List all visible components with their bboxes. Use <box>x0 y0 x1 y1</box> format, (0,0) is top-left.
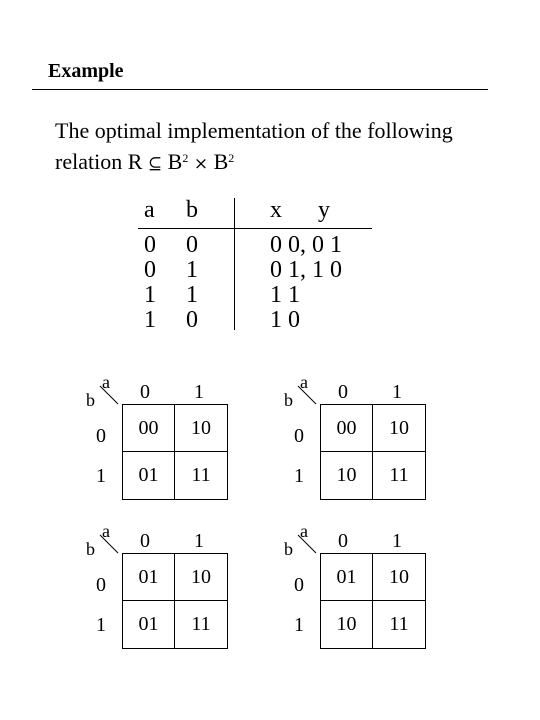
intro-line-2 <box>55 146 453 180</box>
kmap-col-label: 0 <box>140 530 150 552</box>
kmap-cell: 01 <box>123 601 175 648</box>
kmap-cell: 10 <box>175 405 227 452</box>
kmap-cell: 00 <box>123 405 175 452</box>
kmap-row-label: 1 <box>294 465 304 487</box>
row-out: 0 1, 1 0 <box>270 257 342 283</box>
kmap-a-label: a <box>300 372 308 392</box>
kmap-top-right <box>204 374 444 514</box>
row-a: 1 <box>144 282 156 308</box>
row-b: 1 <box>186 257 198 283</box>
header-y: y <box>318 197 330 223</box>
row-out: 0 0, 0 1 <box>270 232 342 258</box>
kmap-cell: 10 <box>321 452 373 499</box>
kmap-col-label: 1 <box>194 530 204 552</box>
kmap-col-label: 1 <box>392 381 402 403</box>
kmap-col-label: 1 <box>194 381 204 403</box>
times-symbol: × <box>193 154 209 174</box>
kmap-row-label: 1 <box>96 465 106 487</box>
row-b: 1 <box>186 282 198 308</box>
kmap-a-label: a <box>300 521 308 541</box>
set-b-1: B <box>167 149 183 174</box>
intro-text <box>55 115 453 180</box>
kmap-col-label: 0 <box>338 381 348 403</box>
kmap-row-label: 0 <box>294 425 304 447</box>
relation-horizontal-divider <box>138 228 372 229</box>
relation-vertical-divider <box>234 198 235 330</box>
kmap-cell: 01 <box>123 452 175 499</box>
kmap-cell: 10 <box>373 405 425 452</box>
heading-underline <box>32 89 488 90</box>
kmap-b-label: b <box>284 539 293 559</box>
kmap-cell: 11 <box>389 464 409 486</box>
kmap-row-label: 0 <box>96 574 106 596</box>
row-out: 1 1 <box>270 282 300 308</box>
kmap-bottom-right <box>204 523 444 663</box>
kmap-cell: 01 <box>321 554 373 601</box>
kmap-grid <box>320 553 426 649</box>
kmap-cell: 11 <box>191 464 211 486</box>
row-b: 0 <box>186 232 198 258</box>
intro-line-1: The optimal implementation of the following <box>55 118 453 143</box>
kmap-a-label: a <box>102 372 110 392</box>
kmap-cell: 01 <box>123 554 175 601</box>
subset-symbol: ⊆ <box>147 154 163 174</box>
kmap-b-label: b <box>86 539 95 559</box>
exponent-2: 2 <box>228 151 235 165</box>
set-b-2: B <box>213 149 229 174</box>
row-a: 0 <box>144 257 156 283</box>
row-out: 1 0 <box>270 307 300 333</box>
header-x: x <box>270 197 282 223</box>
kmap-b-label: b <box>284 390 293 410</box>
relation-prefix: relation R <box>55 149 143 174</box>
header-b: b <box>186 197 198 223</box>
header-a: a <box>144 197 155 223</box>
kmap-cell: 10 <box>175 554 227 601</box>
kmap-grid <box>320 404 426 500</box>
kmap-col-label: 0 <box>140 381 150 403</box>
kmap-row-label: 1 <box>96 614 106 636</box>
kmap-row-label: 1 <box>294 614 304 636</box>
kmap-col-label: 1 <box>392 530 402 552</box>
kmap-cell: 10 <box>373 554 425 601</box>
kmap-cell: 11 <box>191 613 211 635</box>
page-heading: Example <box>48 60 124 82</box>
kmap-col-label: 0 <box>338 530 348 552</box>
kmap-cell: 11 <box>389 613 409 635</box>
row-a: 1 <box>144 307 156 333</box>
kmap-a-label: a <box>102 521 110 541</box>
kmap-b-label: b <box>86 390 95 410</box>
kmap-row-label: 0 <box>96 425 106 447</box>
kmap-cell: 00 <box>321 405 373 452</box>
row-b: 0 <box>186 307 198 333</box>
kmap-row-label: 0 <box>294 574 304 596</box>
kmap-cell: 10 <box>321 601 373 648</box>
exponent-1: 2 <box>182 151 189 165</box>
row-a: 0 <box>144 232 156 258</box>
